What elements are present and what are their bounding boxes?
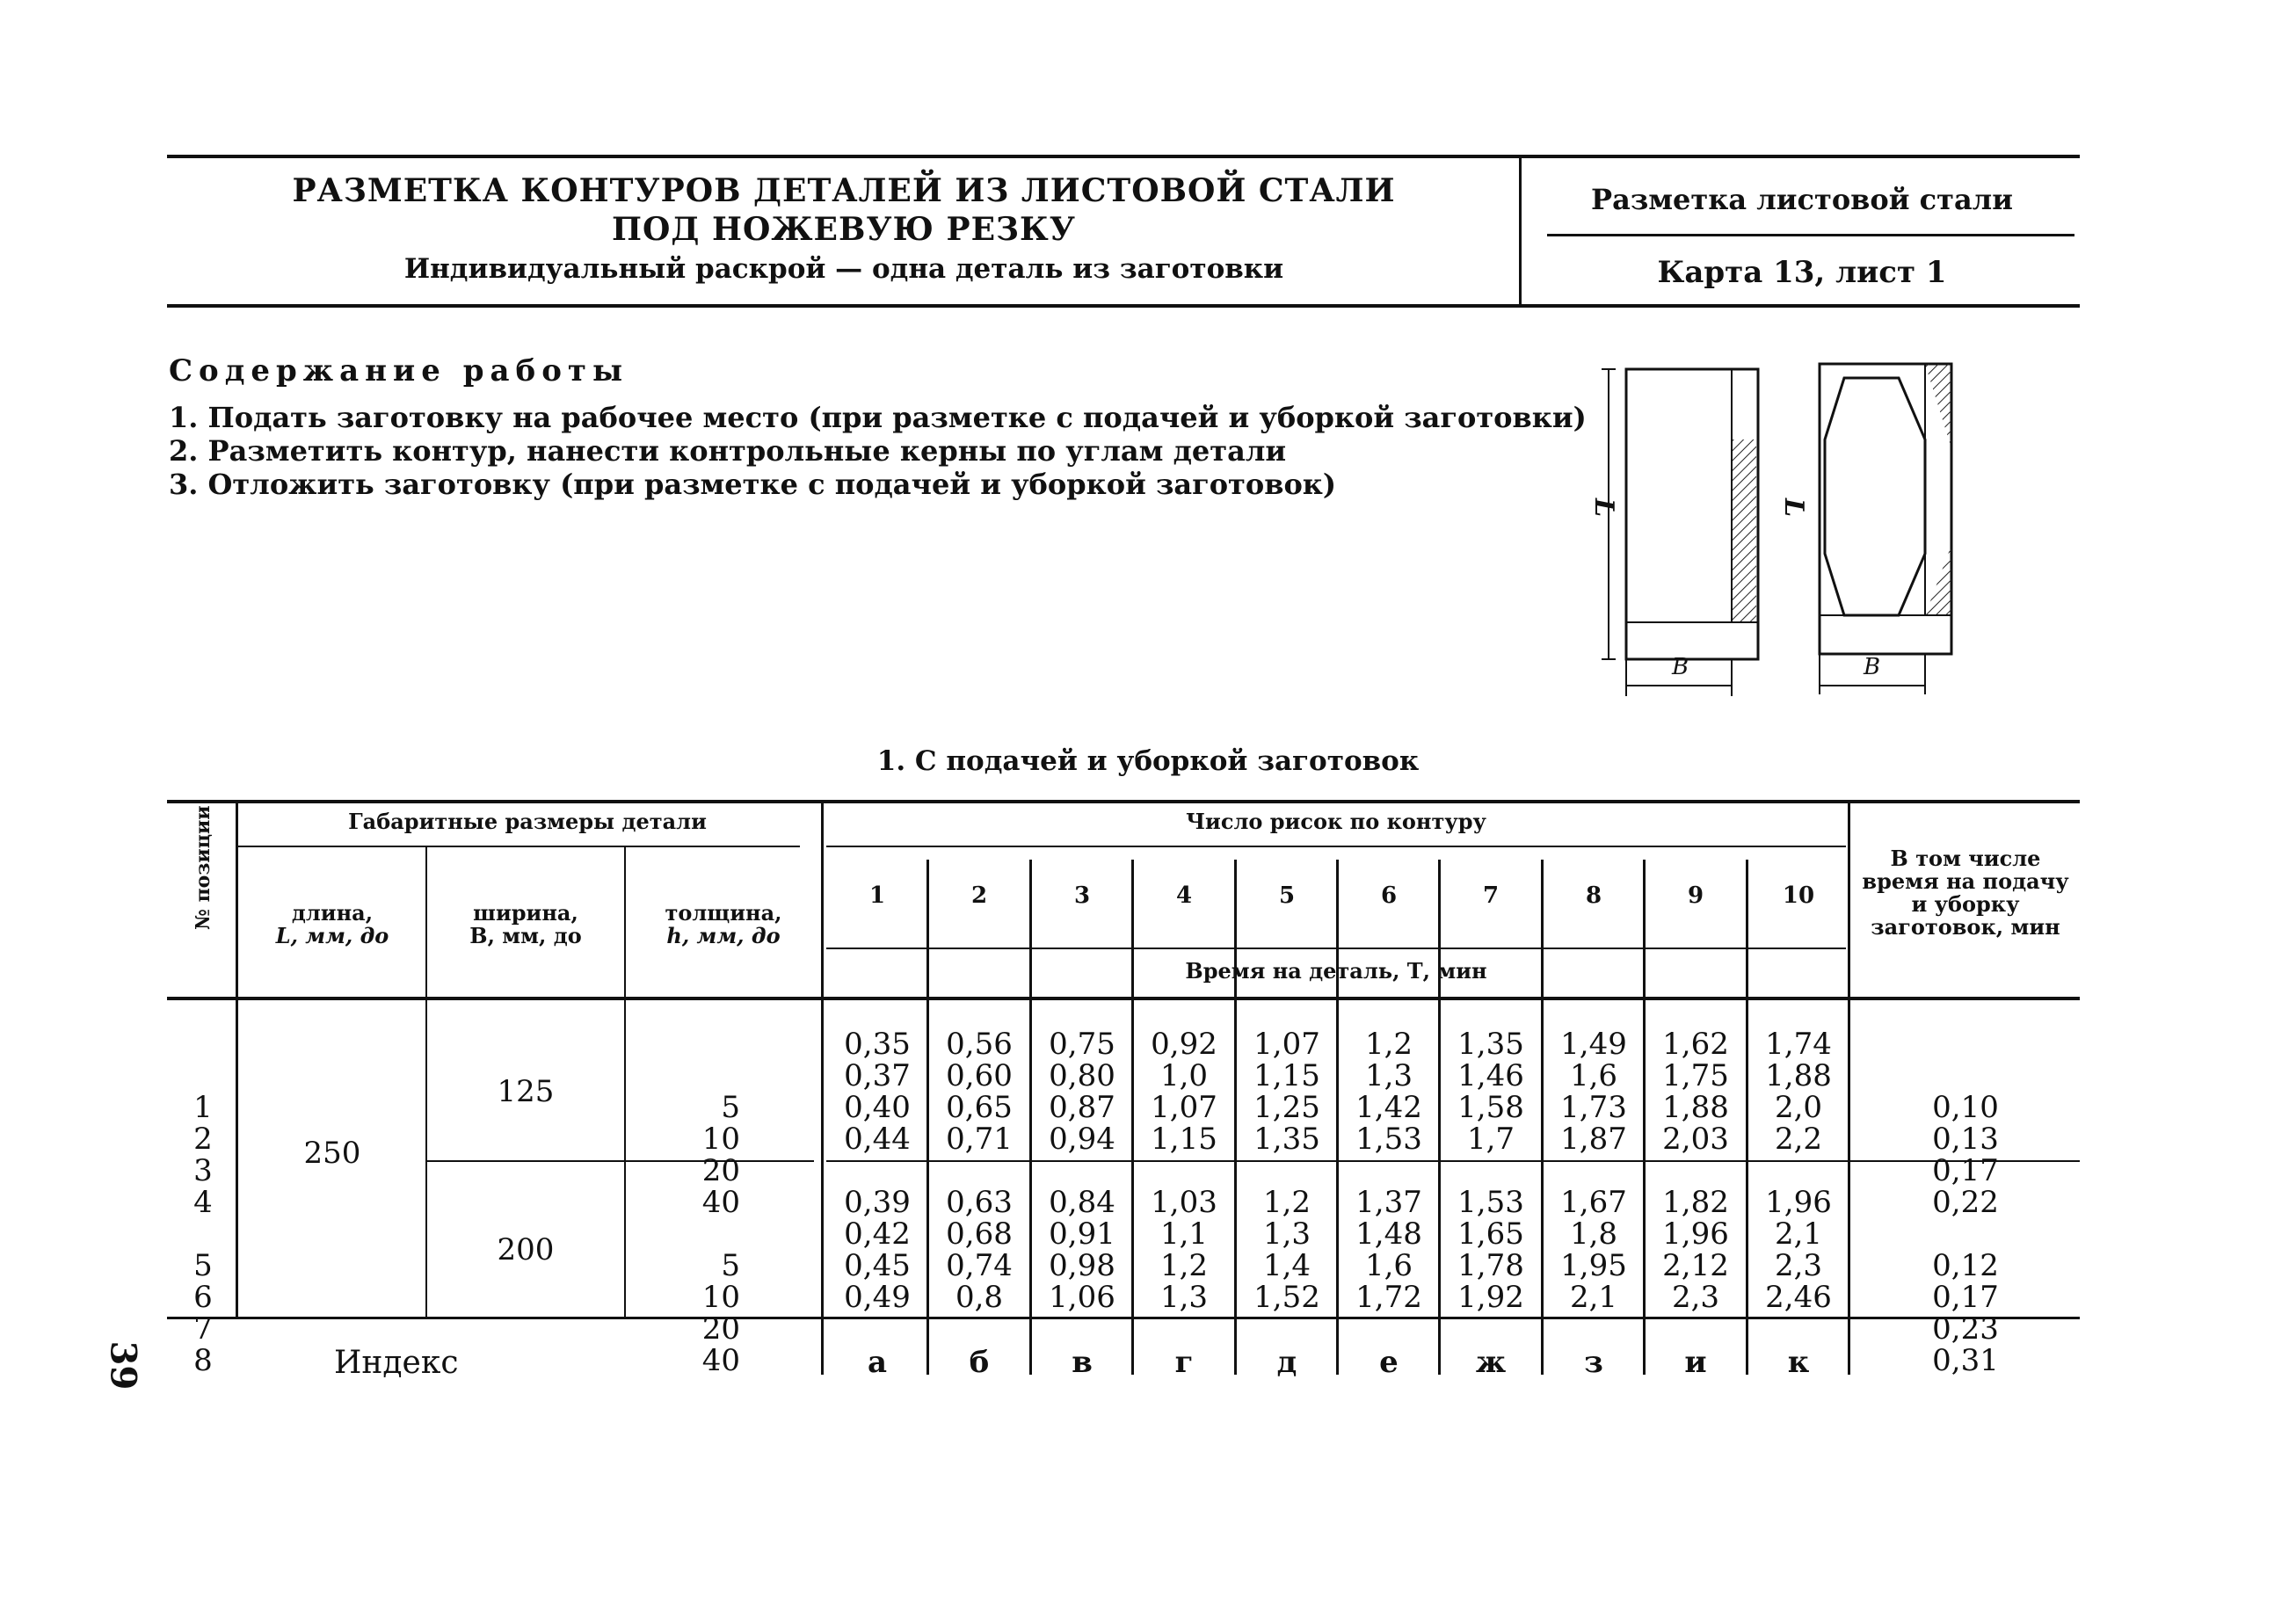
time-value-cell: 2,1 [1774,1216,1823,1252]
risk-count-header: 2 [970,882,988,909]
index-letter: з [1584,1345,1603,1380]
time-value-cell: 0,98 [1049,1248,1115,1283]
header-width: ширина, В, мм, до [469,900,582,948]
time-values-group-a [1747,1028,1849,1155]
time-value-cell: 0,40 [844,1090,911,1125]
time-values-group-b [928,1187,1030,1313]
time-value-cell: 1,65 [1457,1216,1524,1252]
time-value-cell: 1,53 [1355,1122,1422,1157]
time-value-cell: 1,2 [1364,1027,1413,1062]
time-value-cell: 1,88 [1662,1090,1729,1125]
time-value-cell: 1,2 [1159,1248,1209,1283]
time-value-cell: 1,53 [1457,1185,1524,1220]
time-values-group-a [928,1028,1030,1155]
time-value-cell: 1,78 [1457,1248,1524,1283]
col-sep-position [236,803,238,1317]
figure2-dimension-L: L [1778,497,1810,518]
time-values-group-b [1031,1187,1133,1313]
blank-layout-figures [1582,352,1969,703]
time-value-cell: 1,15 [1151,1122,1217,1157]
time-value-cell: 0,65 [946,1090,1013,1125]
time-values-group-a [1031,1028,1133,1155]
time-value-cell: 0,84 [1049,1185,1115,1220]
time-values-group-b [826,1187,928,1313]
figure-rectangular-part [1602,369,1758,696]
time-value-cell: 1,3 [1159,1280,1209,1315]
time-value-cell: 1,96 [1765,1185,1832,1220]
header-length: длина, L, мм, до [275,900,389,948]
risk-count-header: 8 [1585,882,1602,909]
time-value-cell: 1,3 [1364,1058,1413,1093]
time-value-cell: 2,3 [1671,1280,1720,1315]
dims-group-rule [237,846,800,847]
time-value-cell: 1,52 [1253,1280,1320,1315]
document-title-line1: РАЗМЕТКА КОНТУРОВ ДЕТАЛЕЙ ИЗ ЛИСТОВОЙ СТАЛИ [292,172,1396,209]
header-top-rule [167,155,2080,158]
document-subtitle: Индивидуальный раскрой — одна деталь из заготовки [403,253,1284,285]
time-values-group-b [1338,1187,1440,1313]
time-value-cell: 1,42 [1355,1090,1422,1125]
index-letter: и [1684,1345,1707,1380]
risk-count-header: 9 [1687,882,1704,909]
time-value-cell: 0,8 [955,1280,1004,1315]
risk-count-header: 6 [1380,882,1398,909]
time-value-cell: 1,73 [1560,1090,1627,1125]
time-values-group-a [1645,1028,1747,1155]
time-value-cell: 1,07 [1151,1090,1217,1125]
time-value-cell: 1,06 [1049,1280,1115,1315]
width-value-a: 125 [497,1074,555,1109]
time-value-cell: 2,12 [1662,1248,1729,1283]
time-value-cell: 1,92 [1457,1280,1524,1315]
time-value-cell: 0,35 [844,1027,911,1062]
width-group-separator [427,1160,814,1162]
index-letter: ж [1475,1345,1507,1380]
time-value-cell: 1,8 [1569,1216,1618,1252]
risk-count-header: 1 [868,882,886,909]
time-value-cell: 2,1 [1569,1280,1618,1315]
work-step-1: 1. Подать заготовку на рабочее место (при разметке с подачей и уборкой заготовки) [169,401,1587,434]
header-extra-time: В том числе время на подачу и уборку заготовок, мин [1862,846,2069,940]
card-sheet-label: Карта 13, лист 1 [1657,255,1947,290]
time-value-cell: 0,75 [1049,1027,1115,1062]
time-value-cell: 1,67 [1560,1185,1627,1220]
time-value-cell: 0,94 [1049,1122,1115,1157]
time-value-cell: 0,80 [1049,1058,1115,1093]
time-value-cell: 1,07 [1253,1027,1320,1062]
index-letter: г [1174,1345,1194,1380]
time-value-cell: 1,96 [1662,1216,1729,1252]
time-value-cell: 2,3 [1774,1248,1823,1283]
time-value-cell: 1,82 [1662,1185,1729,1220]
time-value-cell: 0,63 [946,1185,1013,1220]
time-value-cell: 0,71 [946,1122,1013,1157]
time-value-cell: 0,91 [1049,1216,1115,1252]
time-value-cell: 1,72 [1355,1280,1422,1315]
time-value-cell: 0,87 [1049,1090,1115,1125]
time-values-group-a [1543,1028,1645,1155]
time-value-cell: 1,58 [1457,1090,1524,1125]
time-value-cell: 1,25 [1253,1090,1320,1125]
time-value-cell: 1,87 [1560,1122,1627,1157]
time-value-cell: 0,56 [946,1027,1013,1062]
time-value-cell: 1,4 [1262,1248,1311,1283]
index-letter: к [1787,1345,1810,1380]
width-value-b: 200 [497,1232,555,1267]
header-time-per-part: Время на деталь, Т, мин [1185,958,1487,984]
time-values-group-a [1338,1028,1440,1155]
time-value-cell: 0,74 [946,1248,1013,1283]
time-value-cell: 0,39 [844,1185,911,1220]
time-values-group-a [1236,1028,1338,1155]
time-values-group-b [1645,1187,1747,1313]
thickness-group-a: 5 10 20 40 [701,1090,740,1220]
time-value-cell: 2,03 [1662,1122,1729,1157]
header-risk-group: Число рисок по контуру [1186,809,1486,834]
index-letter: а [867,1345,888,1380]
risk-group-rule [826,846,1846,847]
table-header-bottom-rule [167,997,2080,1000]
time-value-cell: 1,3 [1262,1216,1311,1252]
work-step-2: 2. Разметить контур, нанести контрольные керны по углам детали [169,434,1287,468]
time-value-cell: 2,2 [1774,1122,1823,1157]
time-value-cell: 1,62 [1662,1027,1729,1062]
risk-count-header: 4 [1175,882,1193,909]
risk-count-header: 10 [1782,882,1815,909]
extra-time-group-b: 0,12 0,17 0,23 0,31 [1932,1248,1999,1378]
figure2-dimension-B: B [1864,654,1881,680]
work-step-3: 3. Отложить заготовку (при разметке с подачей и уборкой заготовок) [169,468,1337,501]
time-value-cell: 1,48 [1355,1216,1422,1252]
col-sep-thickness [821,803,824,1375]
header-bottom-rule [167,304,2080,308]
time-value-cell: 2,0 [1774,1090,1823,1125]
time-value-cell: 0,37 [844,1058,911,1093]
figure1-dimension-B: B [1672,654,1689,680]
right-header-rule [1547,234,2074,236]
index-row-label: Индекс [334,1345,459,1381]
time-value-cell: 1,88 [1765,1058,1832,1093]
table-top-rule [167,800,2080,803]
time-value-cell: 0,68 [946,1216,1013,1252]
table-bottom-rule [167,1317,2080,1319]
positions-group-b: 5 6 7 8 [193,1248,213,1378]
time-value-cell: 1,6 [1569,1058,1618,1093]
index-letter: б [969,1345,990,1380]
risk-count-header: 7 [1482,882,1500,909]
time-value-cell: 1,0 [1159,1058,1209,1093]
length-value: 250 [303,1136,361,1171]
risk-count-header: 3 [1073,882,1091,909]
index-letter: е [1379,1345,1399,1380]
time-values-group-b [1133,1187,1235,1313]
time-value-cell: 1,46 [1457,1058,1524,1093]
page-number: 39 [102,1340,144,1391]
index-letter: д [1276,1345,1297,1380]
work-content-heading: Содержание работы [169,353,629,388]
table-title: 1. С подачей и уборкой заготовок [876,745,1420,777]
extra-time-group-a: 0,10 0,13 0,17 0,22 [1932,1090,1999,1220]
time-value-cell: 0,45 [844,1248,911,1283]
document-title-line2: ПОД НОЖЕВУЮ РЕЗКУ [612,211,1076,248]
time-value-cell: 0,60 [946,1058,1013,1093]
time-values-group-a [1440,1028,1542,1155]
header-position: № позиции [192,805,214,930]
time-value-cell: 0,92 [1151,1027,1217,1062]
time-values-group-b [1440,1187,1542,1313]
time-value-cell: 1,37 [1355,1185,1422,1220]
time-value-cell: 1,1 [1159,1216,1209,1252]
figure-hexagonal-part [1820,364,1951,694]
figure1-dimension-L: L [1588,497,1620,518]
time-value-cell: 1,2 [1262,1185,1311,1220]
index-letter: в [1072,1345,1093,1380]
time-value-cell: 0,42 [844,1216,911,1252]
time-value-cell: 1,35 [1457,1027,1524,1062]
category-label: Разметка листовой стали [1591,183,2013,216]
time-value-cell: 1,35 [1253,1122,1320,1157]
time-value-cell: 1,03 [1151,1185,1217,1220]
time-values-group-a [826,1028,928,1155]
time-value-cell: 1,95 [1560,1248,1627,1283]
time-value-cell: 1,15 [1253,1058,1320,1093]
time-value-cell: 1,7 [1466,1122,1515,1157]
time-values-group-b [1236,1187,1338,1313]
header-thickness: толщина, h, мм, до [665,900,782,948]
time-value-cell: 0,49 [844,1280,911,1315]
time-value-cell: 1,75 [1662,1058,1729,1093]
time-value-cell: 0,44 [844,1122,911,1157]
thickness-group-b: 5 10 20 40 [701,1248,740,1378]
time-value-cell: 1,74 [1765,1027,1832,1062]
time-value-cell: 1,6 [1364,1248,1413,1283]
time-value-cell: 1,49 [1560,1027,1627,1062]
positions-group-a: 1 2 3 4 [193,1090,213,1220]
time-values-group-a [1133,1028,1235,1155]
risk-count-header: 5 [1278,882,1296,909]
header-dimensions-group: Габаритные размеры детали [348,809,707,834]
time-value-cell: 2,46 [1765,1280,1832,1315]
time-values-group-b [1747,1187,1849,1313]
time-values-group-b [1543,1187,1645,1313]
